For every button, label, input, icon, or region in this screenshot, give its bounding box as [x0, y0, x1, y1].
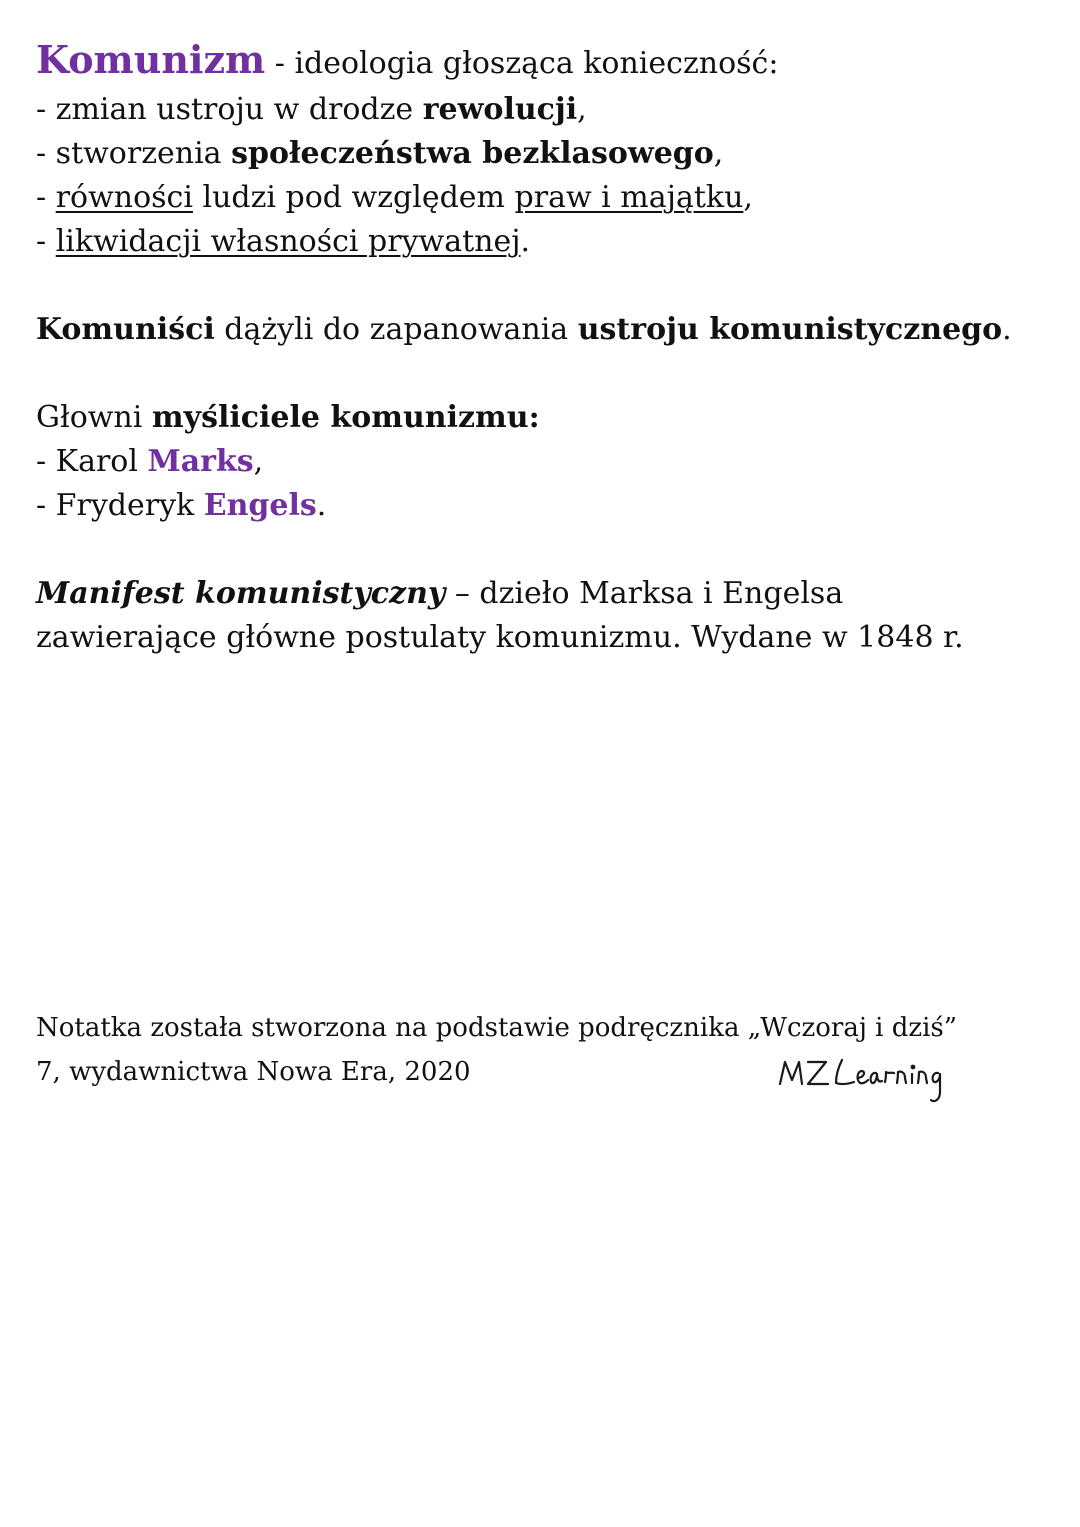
thinkers-prefix: Głowni [36, 400, 152, 435]
manifest-text: – dzieło Marksa i Engelsa [445, 576, 844, 611]
communists-sentence [36, 308, 1012, 352]
item-text: ludzi pod względem [192, 180, 515, 215]
item-bold: rewolucji [422, 92, 578, 127]
thinkers-heading [36, 396, 540, 440]
item-text: - [36, 224, 56, 259]
thinker-last-name: Marks [147, 444, 254, 479]
item-text: - [36, 180, 56, 215]
definition-item-1 [36, 88, 587, 132]
definition-item-2 [36, 132, 723, 176]
item-text: - stworzenia [36, 136, 232, 171]
source-note-line-1: Notatka została stworzona na podstawie podręcznika „Wczoraj i dziś” [36, 1013, 958, 1043]
communists-text: dążyli do zapanowania [214, 312, 578, 347]
sentence-end: . [1002, 312, 1012, 347]
manifest-line-2: zawierające główne postulaty komunizmu. Wydane w 1848 r. [36, 620, 964, 655]
item-underlined: likwidacji własności prywatnej [55, 224, 521, 259]
signature-logo [776, 1048, 986, 1108]
item-punct: , [253, 444, 264, 479]
thinker-engels [36, 484, 326, 528]
definition-heading [36, 38, 778, 86]
term-komunizm: Komunizm [36, 37, 266, 82]
item-underlined: równości [55, 180, 193, 215]
item-bold: społeczeństwa bezklasowego [231, 136, 714, 171]
item-punct: . [520, 224, 531, 259]
thinker-first-name: - Fryderyk [36, 488, 204, 523]
item-underlined: praw i majątku [514, 180, 744, 215]
thinker-marks [36, 440, 263, 484]
definition-item-3 [36, 176, 753, 220]
source-note-line-2: 7, wydawnictwa Nowa Era, 2020 [36, 1057, 471, 1087]
item-text: - zmian ustroju w drodze [36, 92, 423, 127]
thinker-first-name: - Karol [36, 444, 148, 479]
manifest-line-1 [36, 572, 843, 616]
thinkers-title: myśliciele komunizmu: [151, 400, 540, 435]
manifest-title: Manifest komunistyczny [36, 576, 446, 611]
item-punct: , [743, 180, 753, 215]
item-punct: , [713, 136, 724, 171]
thinker-last-name: Engels [203, 488, 317, 523]
definition-intro: - ideologia głosząca konieczność: [265, 46, 779, 81]
item-punct: . [316, 488, 327, 523]
communist-system-term: ustroju komunistycznego [577, 312, 1003, 347]
definition-item-4 [36, 220, 530, 264]
item-punct: , [577, 92, 587, 127]
communists-term: Komuniści [36, 312, 215, 347]
